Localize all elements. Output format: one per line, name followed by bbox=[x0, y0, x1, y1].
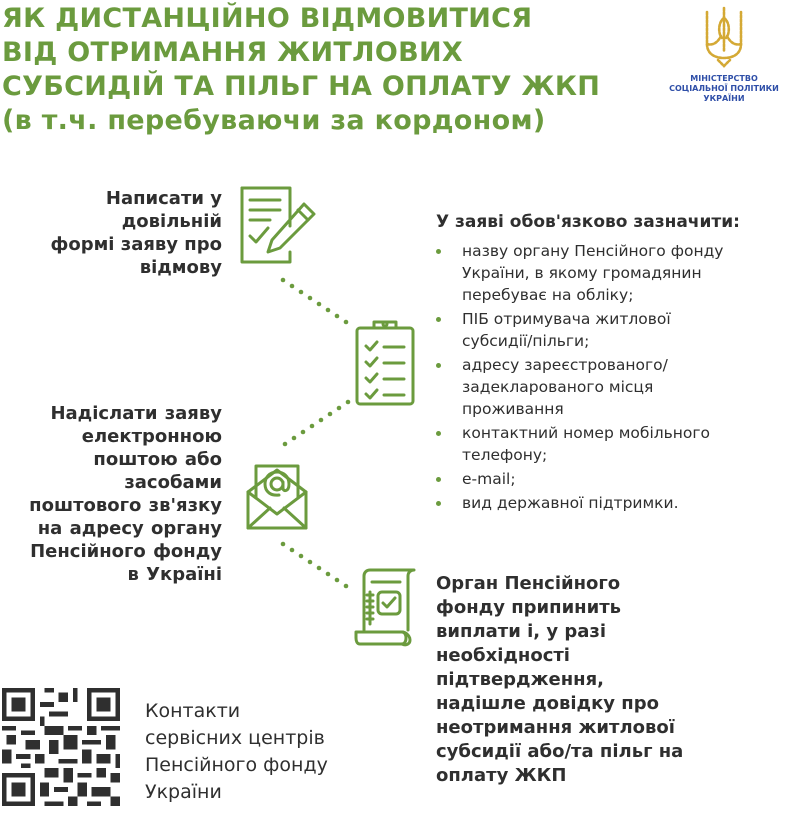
ministry-line-2: СОЦІАЛЬНОЇ ПОЛІТИКИ bbox=[669, 84, 779, 93]
step-2-line: поштою або bbox=[93, 449, 222, 470]
requirements-section bbox=[436, 210, 794, 516]
step-2-line: на адресу органу bbox=[37, 518, 222, 539]
list-item-line: субсидії/пільги; bbox=[462, 332, 590, 350]
list-item bbox=[436, 468, 794, 490]
qr-code-icon[interactable] bbox=[2, 688, 120, 806]
step-3-line: надішле довідку про bbox=[436, 693, 659, 714]
list-item-line: e-mail; bbox=[462, 470, 516, 488]
document-pen-icon bbox=[236, 182, 322, 268]
step-1-line: Написати у bbox=[105, 188, 222, 209]
step-3-line: оплату ЖКП bbox=[436, 765, 567, 786]
requirements-list bbox=[436, 240, 794, 514]
contacts-line: Контакти bbox=[145, 700, 241, 722]
list-item-line: адресу зареєстрованого/ bbox=[462, 356, 668, 374]
list-item-line: назву органу Пенсійного фонду bbox=[462, 242, 724, 260]
step-2-line: Надіслати заяву bbox=[50, 403, 222, 424]
title-line-1: ЯК ДИСТАНЦІЙНО ВІДМОВИТИСЯ bbox=[2, 3, 533, 34]
clipboard-checklist-icon bbox=[352, 318, 418, 408]
contacts-line: України bbox=[145, 781, 222, 803]
step-2-line: в Україні bbox=[127, 564, 222, 585]
list-item-line: України, в якому громадянин bbox=[462, 264, 702, 282]
list-item bbox=[436, 354, 794, 420]
step-3-line: виплати і, у разі bbox=[436, 621, 607, 642]
step-3-text bbox=[436, 572, 786, 788]
contacts-line: Пенсійного фонду bbox=[145, 754, 328, 776]
bullet-icon bbox=[436, 431, 441, 436]
list-item-line: контактний номер мобільного bbox=[462, 424, 711, 442]
title-line-3: СУБСИДІЙ ТА ПІЛЬГ НА ОПЛАТУ ЖКП bbox=[2, 71, 601, 102]
ministry-line-1: МІНІСТЕРСТВО bbox=[690, 74, 758, 83]
step-3-line: Орган Пенсійного bbox=[436, 573, 621, 594]
certificate-scroll-icon bbox=[352, 568, 418, 648]
bullet-icon bbox=[436, 501, 441, 506]
step-3-line: підтвердження, bbox=[436, 669, 604, 690]
list-item-line: ПІБ отримувача житлової bbox=[462, 310, 671, 328]
title-line-4: (в т.ч. перебуваючи за кордоном) bbox=[2, 105, 546, 136]
step-2-line: засобами bbox=[124, 472, 222, 493]
email-envelope-icon bbox=[244, 462, 310, 532]
list-item bbox=[436, 492, 794, 514]
list-item bbox=[436, 422, 794, 466]
list-item-line: телефону; bbox=[462, 446, 548, 464]
step-1-line: відмову bbox=[139, 257, 222, 278]
step-3-line: необхідності bbox=[436, 645, 570, 666]
list-item bbox=[436, 308, 794, 352]
requirements-title: У заяві обов'язково зазначити: bbox=[436, 212, 740, 232]
step-3-line: неотримання житлової bbox=[436, 717, 675, 738]
step-3-line: фонду припинить bbox=[436, 597, 622, 618]
step-2-text bbox=[0, 402, 222, 586]
bullet-icon bbox=[436, 477, 441, 482]
step-2-line: поштового зв'язку bbox=[29, 495, 222, 516]
step-2-line: електронною bbox=[81, 426, 222, 447]
list-item-line: вид державної підтримки. bbox=[462, 494, 679, 512]
step-1-line: формі заяву про bbox=[50, 234, 222, 255]
title-line-2: ВІД ОТРИМАННЯ ЖИТЛОВИХ bbox=[2, 37, 464, 68]
bullet-icon bbox=[436, 249, 441, 254]
step-2-line: Пенсійного фонду bbox=[30, 541, 222, 562]
list-item bbox=[436, 240, 794, 306]
step-1-text bbox=[0, 187, 222, 279]
step-1-line: довільній bbox=[121, 211, 222, 232]
ministry-line-3: УКРАЇНИ bbox=[703, 94, 745, 103]
step-3-line: субсидії або/та пільг на bbox=[436, 741, 684, 762]
list-item-line: перебуває на обліку; bbox=[462, 286, 634, 304]
list-item-line: проживання bbox=[462, 400, 564, 418]
contacts-line: сервісних центрів bbox=[145, 727, 325, 749]
list-item-line: задекларованого місця bbox=[462, 378, 654, 396]
contacts-text bbox=[145, 698, 328, 806]
bullet-icon bbox=[436, 363, 441, 368]
bullet-icon bbox=[436, 317, 441, 322]
